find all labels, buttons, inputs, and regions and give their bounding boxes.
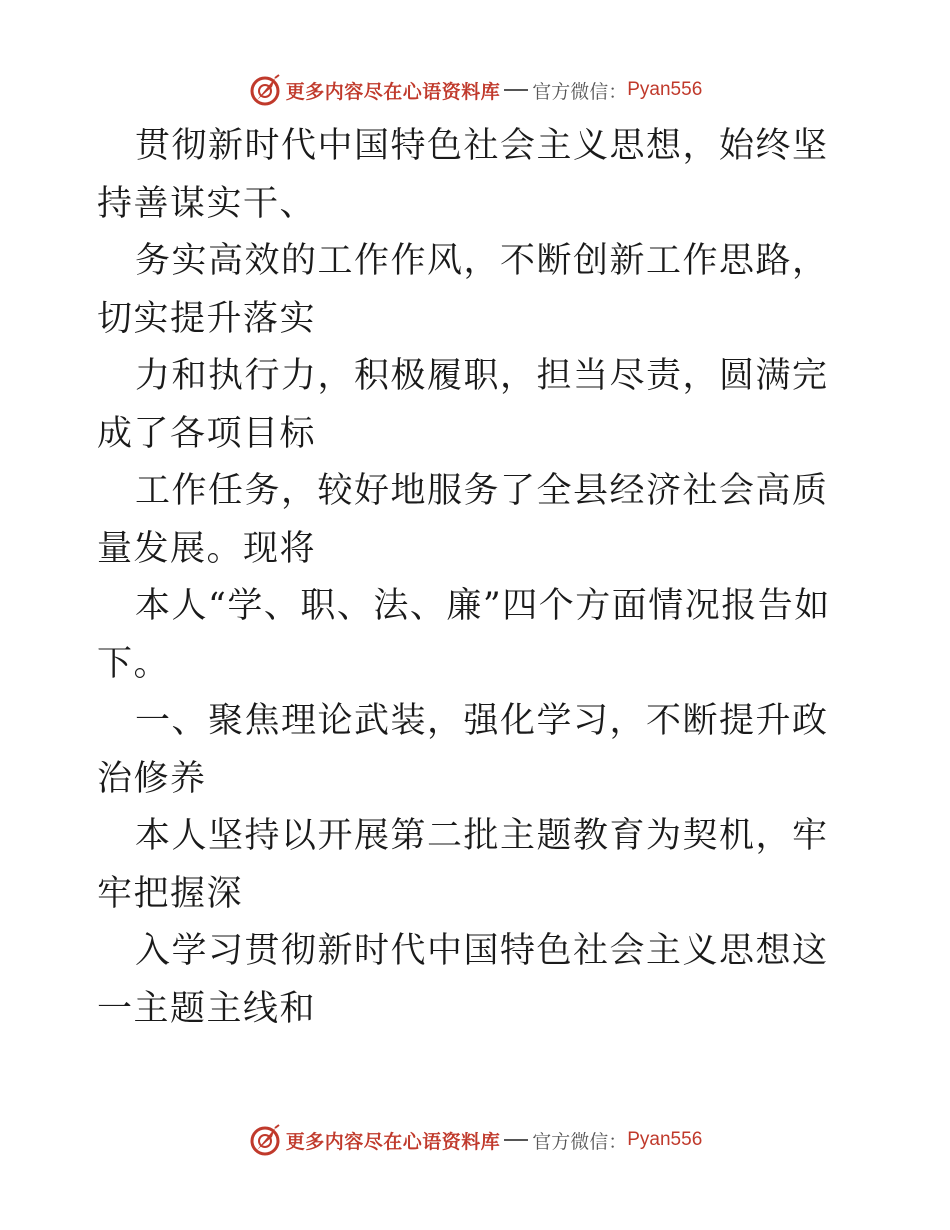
banner-account: Pyan556 — [627, 1129, 703, 1150]
header-banner — [0, 70, 950, 110]
quill-logo-icon — [248, 1123, 282, 1157]
paragraph: 本人“学、职、法、廉”四个方面情况报告如下。 — [97, 586, 831, 684]
banner-wechat-label: 官方微信： — [532, 1130, 628, 1153]
document-body — [97, 118, 853, 1038]
banner-dash — [504, 1139, 528, 1141]
paragraph: 力和执行力，积极履职，担当尽责，圆满完成了各项目标 — [97, 356, 829, 454]
banner-brand-text: 更多内容尽在心语资料库 — [285, 1130, 501, 1153]
paragraph: 入学习贯彻新时代中国特色社会主义思想这一主题主线和 — [97, 931, 829, 1029]
banner-account: Pyan556 — [627, 79, 703, 100]
footer-banner — [0, 1120, 950, 1160]
paragraph: 贯彻新时代中国特色社会主义思想，始终坚持善谋实干、 — [97, 126, 829, 224]
banner-wechat-label: 官方微信： — [532, 80, 628, 103]
paragraph: 本人坚持以开展第二批主题教育为契机，牢牢把握深 — [97, 816, 829, 914]
banner-dash — [504, 89, 528, 91]
section-heading: 一、聚焦理论武装，强化学习，不断提升政治修养 — [97, 701, 829, 799]
paragraph: 务实高效的工作作风，不断创新工作思路，切实提升落实 — [97, 241, 829, 339]
quill-logo-icon — [248, 73, 282, 107]
paragraph: 工作任务，较好地服务了全县经济社会高质量发展。现将 — [97, 471, 829, 569]
banner-brand-text: 更多内容尽在心语资料库 — [285, 80, 501, 103]
